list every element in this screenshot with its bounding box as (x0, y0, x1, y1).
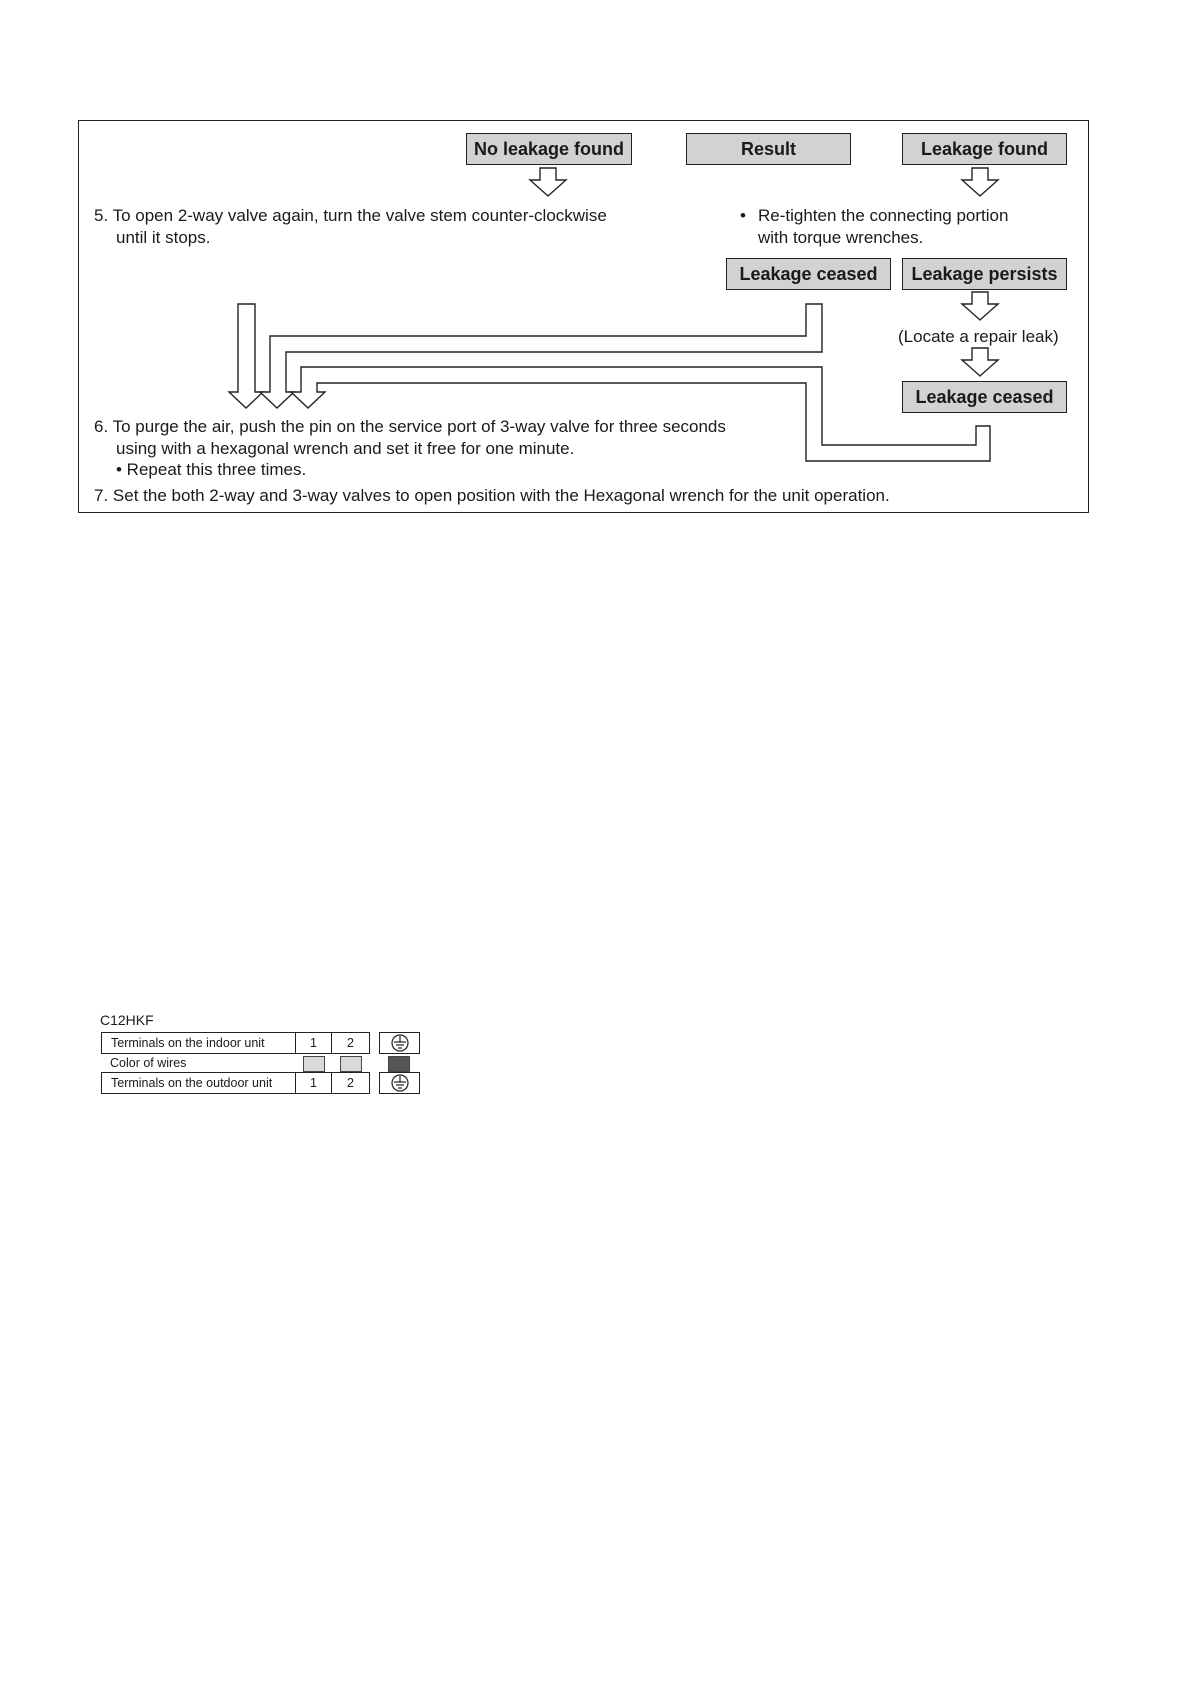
wire-color-label: Color of wires (110, 1056, 187, 1070)
down-arrow-icon (229, 304, 263, 408)
locate-repair-text: (Locate a repair leak) (898, 327, 1059, 346)
outdoor-terminals-label: Terminals on the outdoor unit (101, 1072, 296, 1094)
model-label: C12HKF (100, 1012, 154, 1028)
result-box: Result (686, 133, 851, 165)
indoor-earth-cell (379, 1032, 420, 1054)
outdoor-terminal-2: 2 (331, 1072, 370, 1094)
step-6-bullet: • Repeat this three times. (116, 460, 307, 479)
step-7: 7. Set the both 2-way and 3-way valves to open position with the Hexagonal wrench for the unit operation. (94, 486, 890, 505)
retighten-line-1: Re-tighten the connecting portion (758, 206, 1009, 225)
leakage-persists-box: Leakage persists (902, 258, 1067, 290)
down-arrow-icon (530, 168, 566, 196)
down-arrow-icon (962, 168, 998, 196)
retighten-bullet: • (740, 206, 746, 225)
indoor-terminal-2: 2 (331, 1032, 370, 1054)
step-6-line-2: using with a hexagonal wrench and set it free for one minute. (116, 439, 575, 458)
leakage-ceased-final-box: Leakage ceased (902, 381, 1067, 413)
down-arrow-icon (260, 304, 822, 408)
indoor-terminals-label: Terminals on the indoor unit (101, 1032, 296, 1054)
earth-ground-icon (390, 1074, 410, 1092)
leakage-ceased-box: Leakage ceased (726, 258, 891, 290)
outdoor-terminal-1: 1 (295, 1072, 332, 1094)
wire-2-color-swatch (340, 1056, 362, 1072)
leakage-found-box: Leakage found (902, 133, 1067, 165)
down-arrow-icon (962, 348, 998, 376)
indoor-terminal-1: 1 (295, 1032, 332, 1054)
wire-1-color-swatch (303, 1056, 325, 1072)
step-5-line-2: until it stops. (116, 228, 211, 247)
down-arrow-icon (962, 292, 998, 320)
step-6-line-1: 6. To purge the air, push the pin on the service port of 3-way valve for three seconds (94, 417, 726, 436)
no-leakage-found-box: No leakage found (466, 133, 632, 165)
step-5-line-1: 5. To open 2-way valve again, turn the valve stem counter-clockwise (94, 206, 607, 225)
outdoor-earth-cell (379, 1072, 420, 1094)
retighten-line-2: with torque wrenches. (758, 228, 924, 247)
earth-ground-icon (390, 1034, 410, 1052)
earth-wire-color-swatch (388, 1056, 410, 1072)
